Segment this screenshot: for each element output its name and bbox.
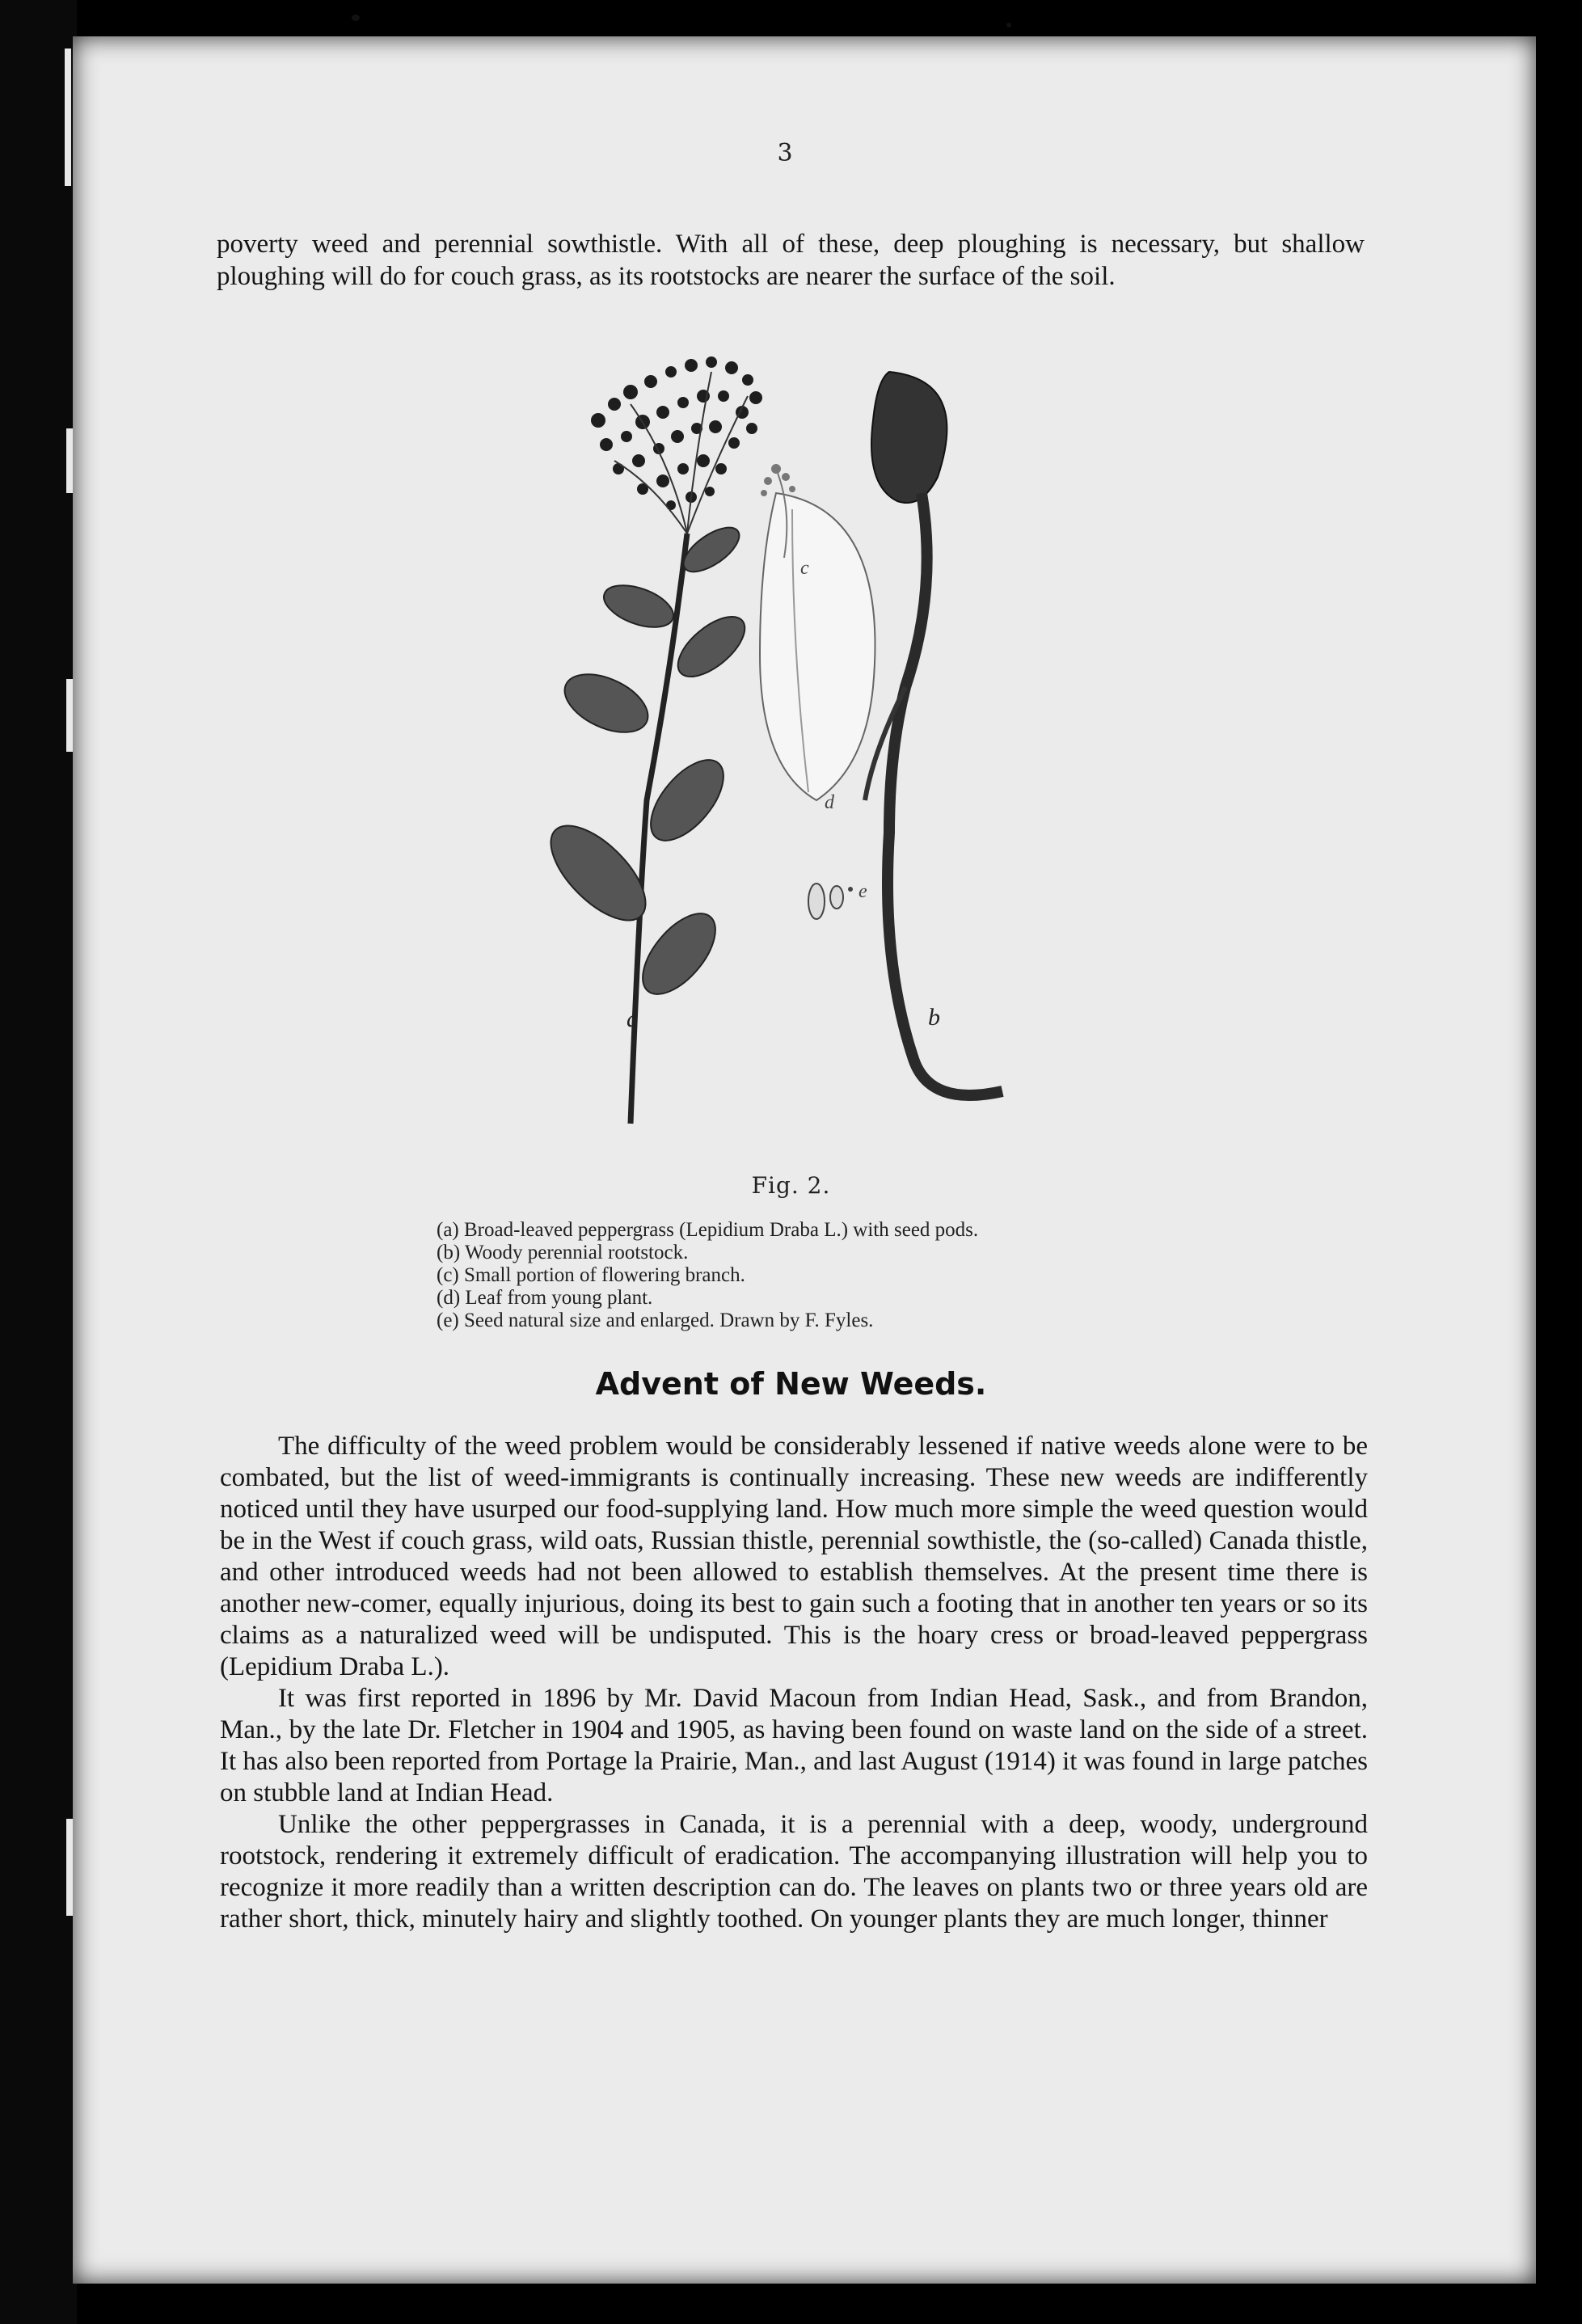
caption-a: (a) Broad-leaved peppergrass (Lepidium Draba L.) with seed pods. bbox=[437, 1219, 979, 1241]
scan-artifact bbox=[66, 679, 73, 752]
fig-label-d: d bbox=[825, 792, 834, 813]
figure-captions bbox=[437, 1219, 1196, 1332]
scan-artifact bbox=[66, 428, 73, 493]
rootstock-b bbox=[888, 493, 1002, 1095]
scan-artifact bbox=[352, 15, 360, 21]
fig-label-a: a bbox=[626, 1006, 639, 1032]
caption-d: (d) Leaf from young plant. bbox=[437, 1287, 653, 1309]
caption-e: (e) Seed natural size and enlarged. Drawn by F. Fyles. bbox=[437, 1310, 874, 1331]
caption-c: (c) Small portion of flowering branch. bbox=[437, 1264, 745, 1286]
body-text bbox=[220, 1431, 1368, 1935]
figure-title: Fig. 2. bbox=[751, 1172, 831, 1199]
scan-border bbox=[0, 0, 77, 2324]
page-number: 3 bbox=[777, 139, 793, 167]
paragraph: It was first reported in 1896 by Mr. David Macoun from Indian Head, Sask., and from Brandon, Man., by the late Dr. Fletcher in 1904 and 1905, as having been found on waste land on the side of a street. It has also been reported from Portage la Prairie, Man., and last August (1914) it was found in large patches on stubble land at Indian Head. bbox=[220, 1684, 1368, 1807]
top-paragraph: poverty weed and perennial sowthistle. With all of these, deep ploughing is necessary, but shallow ploughing will do for couch grass, as its rootstocks are nearer the surface of the soil. bbox=[217, 230, 1365, 291]
caption-b: (b) Woody perennial rootstock. bbox=[437, 1242, 689, 1263]
rootstock-top-leaf bbox=[871, 372, 947, 503]
paragraph: The difficulty of the weed problem would be considerably lessened if native weeds alone were to be combated, but the list of weed-immigrants is continually increasing. These new weeds are indifferently noticed until they have usurped our food-supplying land. How much more simple the weed question would be in the West if couch grass, wild oats, Russian thistle, perennial sowthistle, the (so-called) Canada thistle, and other introduced weeds had not been allowed to establish themselves. At the present time there is another new-comer, equally injurious, doing its best to gain such a footing that in another ten years or so its claims as a naturalized weed will be undisputed. This is the hoary cress or broad-leaved peppergrass (Lepidium Draba L.). bbox=[220, 1432, 1368, 1681]
section-heading: Advent of New Weeds. bbox=[595, 1366, 987, 1402]
paragraph: Unlike the other peppergrasses in Canada, it is a perennial with a deep, woody, underground rootstock, rendering it extremely difficult of eradication. The accompanying illustration will help you to recognize it more readily than a written description can do. The leaves on plants two or three years old are rather short, thick, minutely hairy and slightly toothed. On younger plants they are much longer, thinner bbox=[220, 1810, 1368, 1934]
fig-label-c: c bbox=[800, 558, 809, 579]
fig-label-e: e bbox=[858, 881, 867, 902]
scan-artifact bbox=[66, 1819, 73, 1916]
leaf-d bbox=[760, 493, 875, 800]
scan-artifact bbox=[65, 49, 71, 186]
flower-cluster bbox=[591, 356, 762, 510]
peppergrass-illustration bbox=[550, 348, 1067, 1140]
fig-label-b: b bbox=[928, 1004, 940, 1031]
seed-e bbox=[808, 884, 853, 919]
scan-artifact bbox=[1006, 23, 1011, 27]
